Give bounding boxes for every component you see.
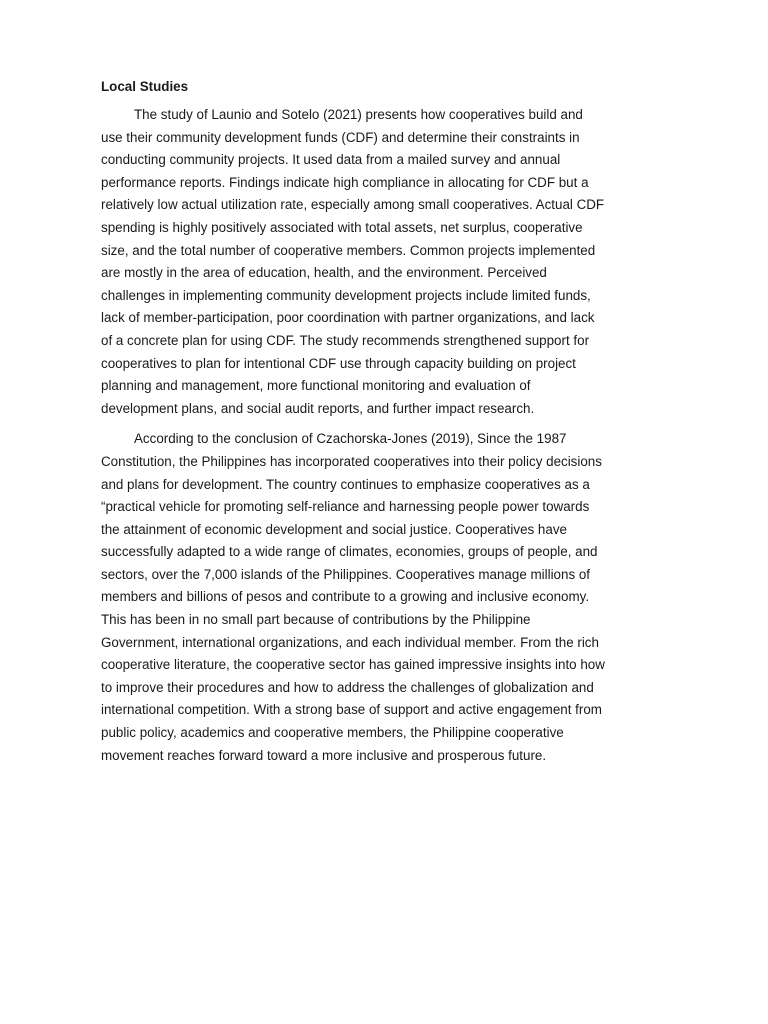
text-line: planning and management, more functional monitoring and evaluation of bbox=[101, 378, 531, 394]
text-line: successfully adapted to a wide range of climates, economies, groups of people, and bbox=[101, 544, 598, 560]
document-body bbox=[101, 78, 676, 775]
text-line: the attainment of economic development and social justice. Cooperatives have bbox=[101, 521, 567, 537]
text-line: to improve their procedures and how to address the challenges of globalization and bbox=[101, 679, 594, 695]
section-heading: Local Studies bbox=[101, 79, 189, 94]
text-line: sectors, over the 7,000 islands of the Philippines. Cooperatives manage millions of bbox=[101, 566, 591, 582]
text-line: movement reaches forward toward a more inclusive and prosperous future. bbox=[101, 747, 547, 763]
paragraph-czachorska-jones bbox=[101, 428, 676, 767]
text-line: lack of member-participation, poor coordination with partner organizations, and lack bbox=[101, 310, 595, 326]
text-line: conducting community projects. It used data from a mailed survey and annual bbox=[101, 152, 561, 168]
text-line: and plans for development. The country continues to emphasize cooperatives as a bbox=[101, 476, 590, 492]
text-line: Government, international organizations, and each individual member. From the rich bbox=[101, 634, 599, 650]
text-line: spending is highly positively associated with total assets, net surplus, cooperative bbox=[101, 219, 583, 235]
text-line: performance reports. Findings indicate high compliance in allocating for CDF but a bbox=[101, 174, 589, 190]
text-line: cooperatives to plan for intentional CDF use through capacity building on project bbox=[101, 355, 576, 371]
text-line: size, and the total number of cooperative members. Common projects implemented bbox=[101, 242, 596, 258]
text-line: international competition. With a strong base of support and active engagement from bbox=[101, 702, 602, 718]
text-line: of a concrete plan for using CDF. The study recommends strengthened support for bbox=[101, 332, 590, 348]
text-line: relatively low actual utilization rate, especially among small cooperatives. Actual CDF bbox=[101, 197, 605, 213]
text-line: “practical vehicle for promoting self-reliance and harnessing people power towards bbox=[101, 499, 590, 515]
text-line: development plans, and social audit reports, and further impact research. bbox=[101, 400, 535, 416]
text-line: challenges in implementing community development projects include limited funds, bbox=[101, 287, 591, 303]
text-line: are mostly in the area of education, health, and the environment. Perceived bbox=[101, 265, 547, 281]
text-line: Constitution, the Philippines has incorporated cooperatives into their policy decisions bbox=[101, 453, 602, 469]
text-line: public policy, academics and cooperative members, the Philippine cooperative bbox=[101, 725, 564, 741]
text-line: This has been in no small part because of contributions by the Philippine bbox=[101, 612, 531, 628]
text-line: According to the conclusion of Czachorska-Jones (2019), Since the 1987 bbox=[134, 431, 567, 447]
text-line: members and billions of pesos and contribute to a growing and inclusive economy. bbox=[101, 589, 590, 605]
text-line: The study of Launio and Sotelo (2021) presents how cooperatives build and bbox=[134, 107, 583, 122]
text-line: use their community development funds (CDF) and determine their constraints in bbox=[101, 129, 580, 145]
text-line: cooperative literature, the cooperative sector has gained impressive insights into how bbox=[101, 657, 605, 673]
paragraph-launio-sotelo bbox=[101, 104, 676, 420]
